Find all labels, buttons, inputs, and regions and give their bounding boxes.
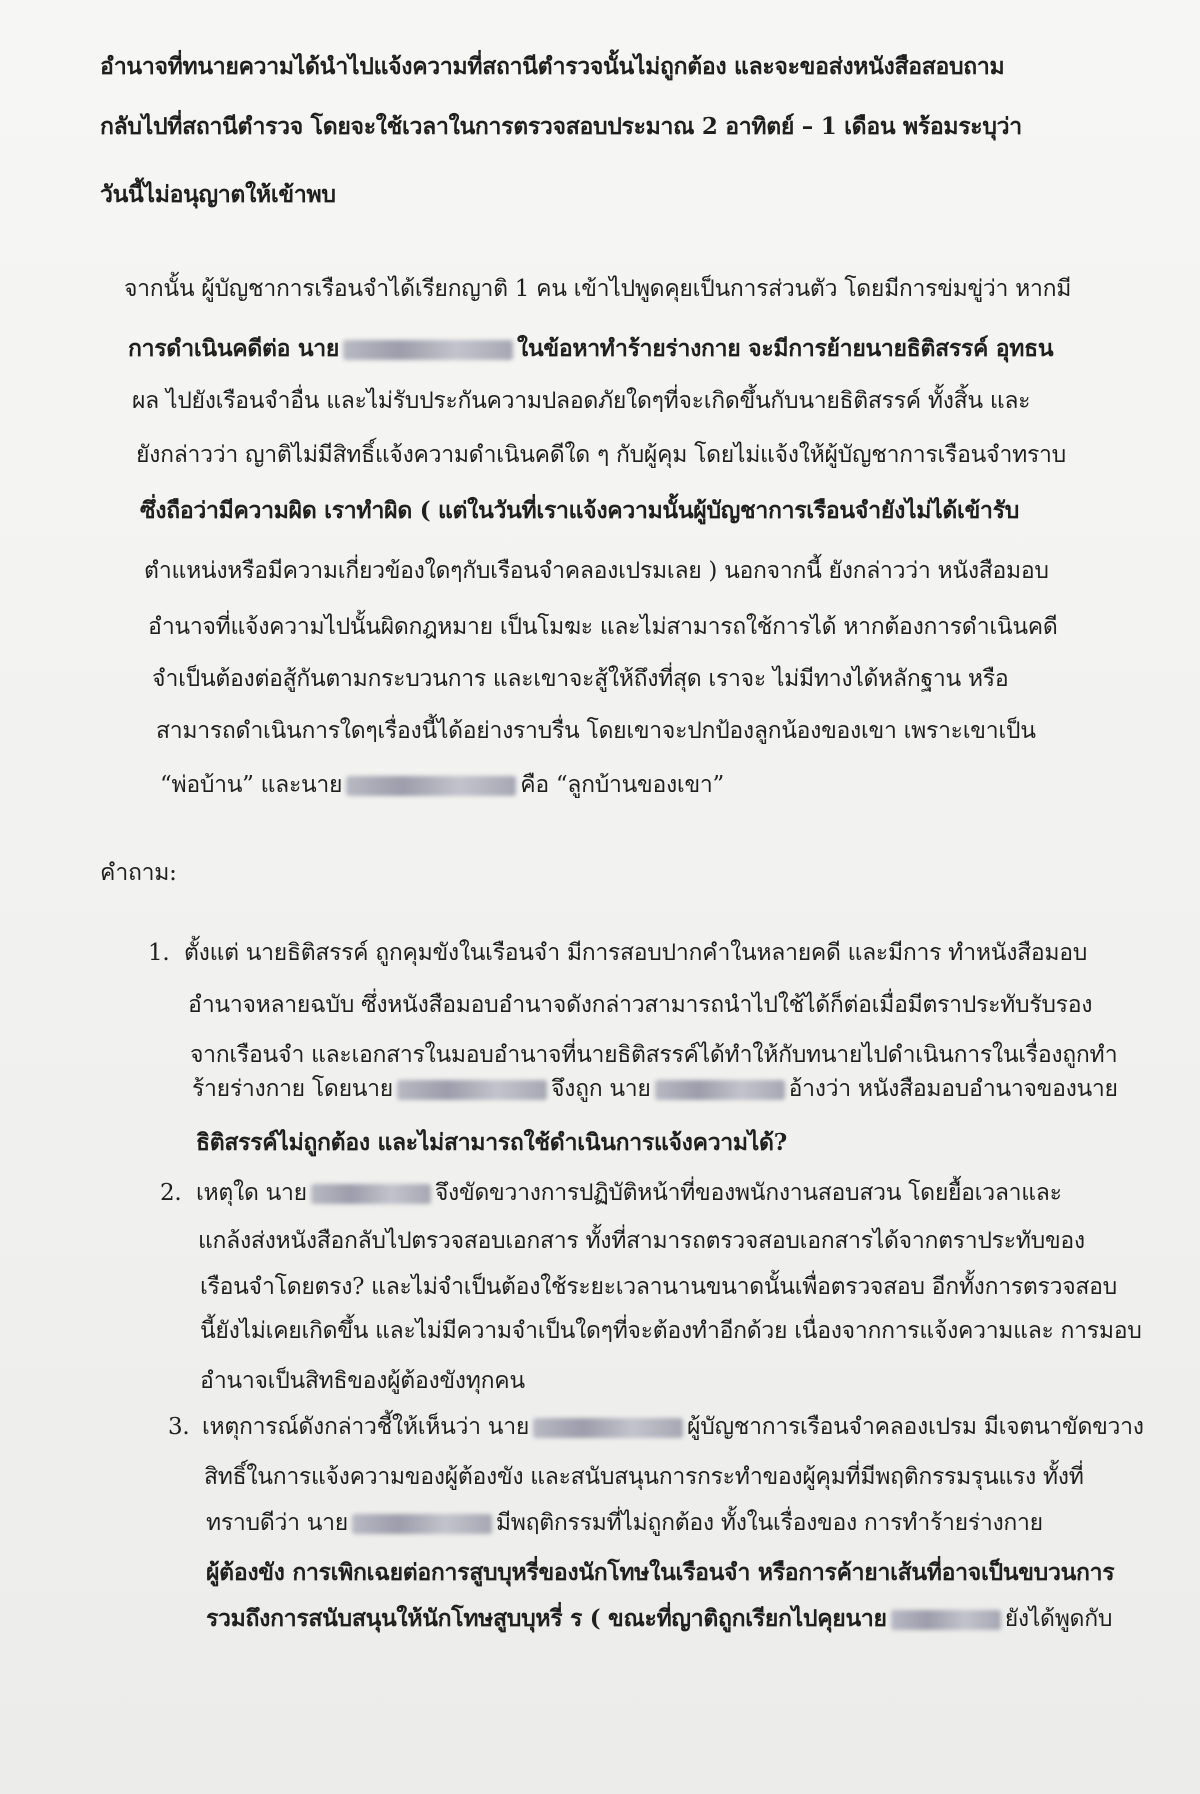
question-2-number: 2.: [160, 1180, 182, 1206]
redacted-name: [311, 1184, 431, 1204]
question-1-line-3: จากเรือนจำ และเอกสารในมอบอำนาจที่นายธิติสรรค์ได้ทำให้กับทนายไปดำเนินการในเรื่องถูกทำ: [190, 1042, 1118, 1068]
para2-line-4: ยังกล่าวว่า ญาติไม่มีสิทธิ์แจ้งความดำเนินคดีใด ๆ กับผู้คุม โดยไม่แจ้งให้ผู้บัญชาการเรือนจำทราบ: [136, 442, 1066, 468]
redacted-name: [891, 1610, 1001, 1630]
question-3-line-2: สิทธิ์ในการแจ้งความของผู้ต้องขัง และสนับสนุนการกระทำของผู้คุมที่มีพฤติกรรมรุนแรง ทั้งที่: [204, 1464, 1084, 1490]
question-3-line-5: รวมถึงการสนับสนุนให้นักโทษสูบบุหรี่ ร ( ขณะที่ญาติถูกเรียกไปคุยนาย ยังได้พูดกับ: [206, 1605, 1113, 1632]
para2-line-9: สามารถดำเนินการใดๆเรื่องนี้ได้อย่างราบรื่น โดยเขาจะปกป้องลูกน้องของเขา เพราะเขาเป็น: [156, 718, 1036, 744]
question-3-line-1: เหตุการณ์ดังกล่าวชี้ให้เห็นว่า นาย ผู้บัญชาการเรือนจำคลองเปรม มีเจตนาขัดขวาง: [202, 1414, 1144, 1440]
question-1-line-4: ร้ายร่างกาย โดยนาย จึงถูก นาย อ้างว่า หนังสือมอบอำนาจของนาย: [192, 1076, 1118, 1102]
question-2-line-5: อำนาจเป็นสิทธิของผู้ต้องขังทุกคน: [200, 1368, 525, 1394]
question-2-line-3: เรือนจำโดยตรง? และไม่จำเป็นต้องใช้ระยะเวลานานขนาดนั้นเพื่อตรวจสอบ อีกทั้งการตรวจสอบ: [200, 1274, 1117, 1300]
intro-line-3: วันนี้ไม่อนุญาตให้เข้าพบ: [100, 181, 336, 208]
question-3-line-4: ผู้ต้องขัง การเพิกเฉยต่อการสูบบุหรี่ของนักโทษในเรือนจำ หรือการค้ายาเส้นที่อาจเป็นขบวนการ: [206, 1559, 1115, 1586]
question-3-number: 3.: [168, 1414, 190, 1440]
para2-line-7: อำนาจที่แจ้งความไปนั้นผิดกฎหมาย เป็นโมฆะ และไม่สามารถใช้การได้ หากต้องการดำเนินคดี: [148, 614, 1058, 640]
question-1-line-5: ธิติสรรค์ไม่ถูกต้อง และไม่สามารถใช้ดำเนินการแจ้งความได้?: [196, 1129, 787, 1156]
question-3-line-3: ทราบดีว่า นาย มีพฤติกรรมที่ไม่ถูกต้อง ทั้งในเรื่องของ การทำร้ายร่างกาย: [206, 1510, 1043, 1536]
redacted-name: [533, 1418, 683, 1438]
para2-line-2: การดำเนินคดีต่อ นาย ในข้อหาทำร้ายร่างกาย จะมีการย้ายนายธิติสรรค์ อุทธน: [128, 335, 1054, 362]
question-1-number: 1.: [148, 940, 170, 966]
redacted-name: [352, 1514, 492, 1534]
redacted-name: [346, 776, 516, 796]
para2-line-10: “พ่อบ้าน” และนาย คือ “ลูกบ้านของเขา”: [160, 772, 724, 798]
para2-line-6: ตำแหน่งหรือมีความเกี่ยวข้องใดๆกับเรือนจำคลองเปรมเลย ) นอกจากนี้ ยังกล่าวว่า หนังสือมอบ: [144, 558, 1049, 584]
question-2-line-2: แกล้งส่งหนังสือกลับไปตรวจสอบเอกสาร ทั้งที่สามารถตรวจสอบเอกสารได้จากตราประทับของ: [198, 1228, 1085, 1254]
intro-line-1: อำนาจที่ทนายความได้นำไปแจ้งความที่สถานีตำรวจนั้นไม่ถูกต้อง และจะขอส่งหนังสือสอบถาม: [100, 53, 1005, 80]
para2-line-1: จากนั้น ผู้บัญชาการเรือนจำได้เรียกญาติ 1 คน เข้าไปพูดคุยเป็นการส่วนตัว โดยมีการข่มขู่ว่า หากมี: [124, 276, 1072, 302]
question-2-line-1: เหตุใด นาย จึงขัดขวางการปฏิบัติหน้าที่ของพนักงานสอบสวน โดยยื้อเวลาและ: [196, 1180, 1062, 1206]
questions-label: คำถาม:: [100, 860, 177, 886]
redacted-name: [655, 1080, 785, 1100]
redacted-name: [343, 340, 513, 360]
redacted-name: [397, 1080, 547, 1100]
intro-line-2: กลับไปที่สถานีตำรวจ โดยจะใช้เวลาในการตรวจสอบประมาณ 2 อาทิตย์ – 1 เดือน พร้อมระบุว่า: [100, 113, 1022, 140]
para2-line-8: จำเป็นต้องต่อสู้กันตามกระบวนการ และเขาจะสู้ให้ถึงที่สุด เราจะ ไม่มีทางได้หลักฐาน หรือ: [152, 666, 1009, 692]
para2-line-3: ผล ไปยังเรือนจำอื่น และไม่รับประกันความปลอดภัยใดๆที่จะเกิดขึ้นกับนายธิติสรรค์ ทั้งสิ้น และ: [132, 388, 1031, 414]
para2-line-5: ซึ่งถือว่ามีความผิด เราทำผิด ( แต่ในวันที่เราแจ้งความนั้นผู้บัญชาการเรือนจำยังไม่ได้เข้ารับ: [140, 497, 1020, 524]
question-1-line-2: อำนาจหลายฉบับ ซึ่งหนังสือมอบอำนาจดังกล่าวสามารถนำไปใช้ได้ก็ต่อเมื่อมีตราประทับรับรอง: [188, 992, 1093, 1018]
question-2-line-4: นี้ยังไม่เคยเกิดขึ้น และไม่มีความจำเป็นใดๆที่จะต้องทำอีกด้วย เนื่องจากการแจ้งความและ การมอบ: [200, 1318, 1142, 1344]
question-1-line-1: ตั้งแต่ นายธิติสรรค์ ถูกคุมขังในเรือนจำ มีการสอบปากคำในหลายคดี และมีการ ทำหนังสือมอบ: [184, 940, 1088, 966]
